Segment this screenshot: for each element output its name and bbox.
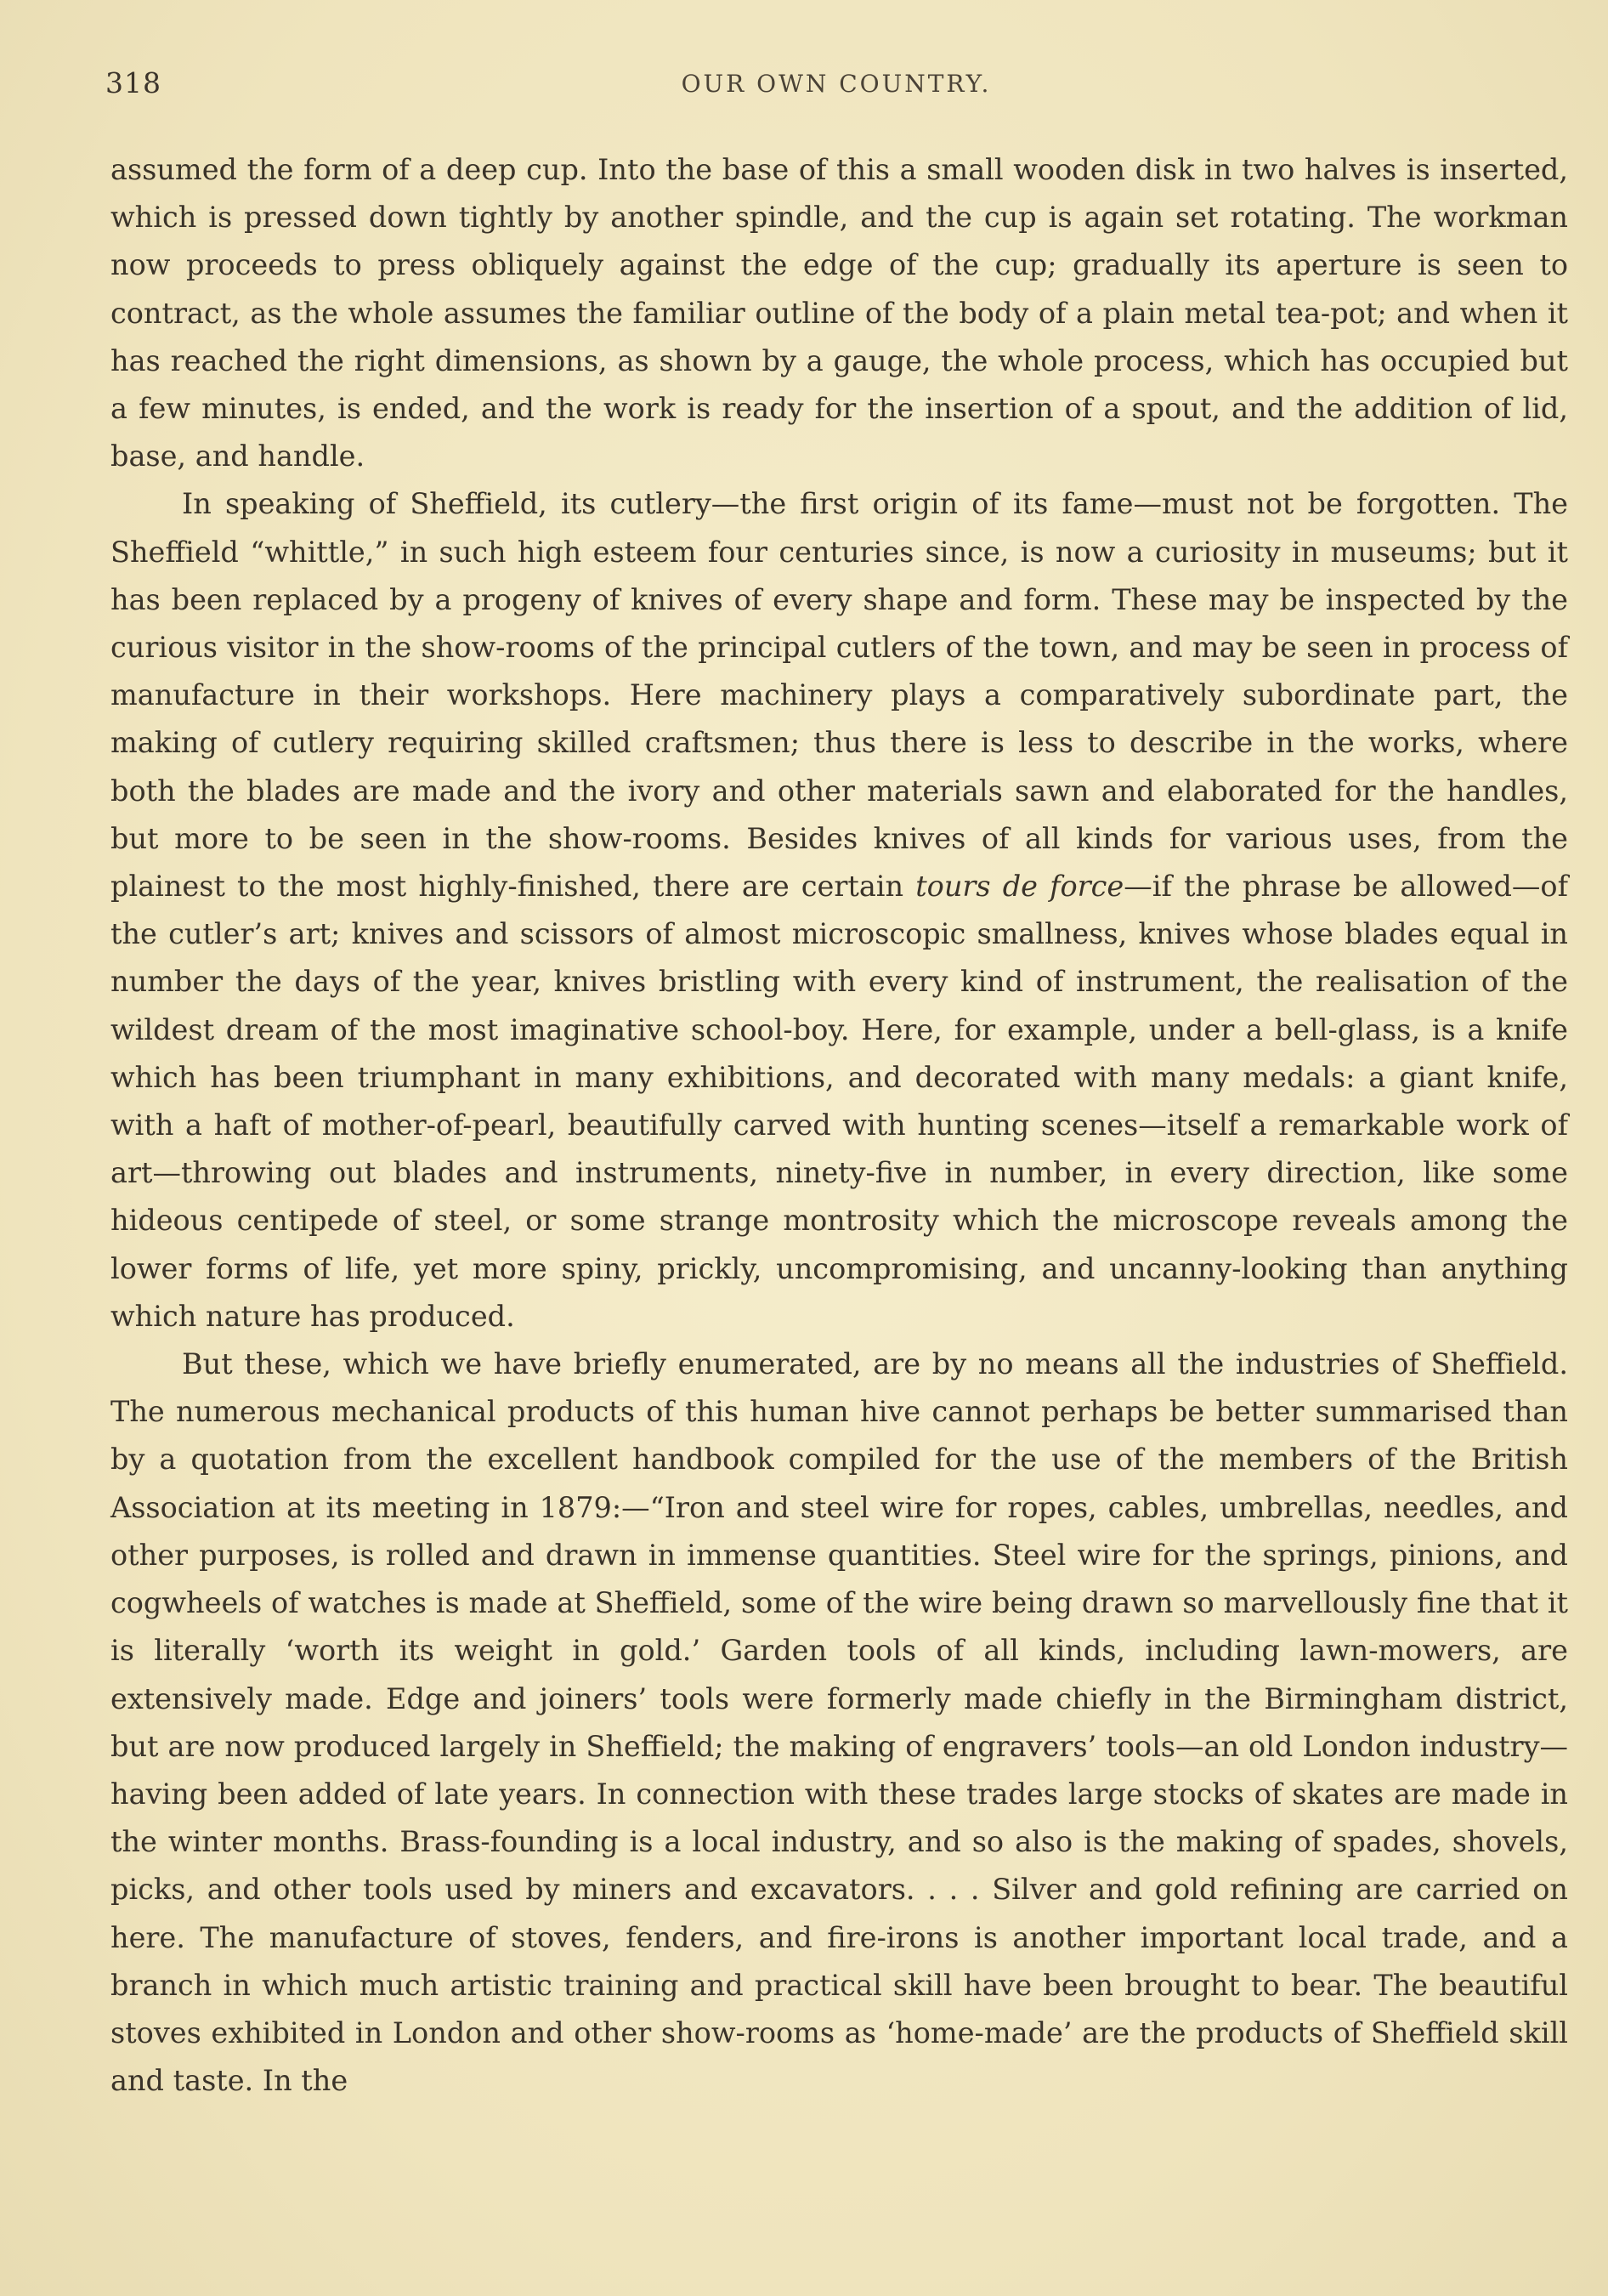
- paragraph-industries: But these, which we have briefly enumerated, are by no means all the industries of Sheffield. The numerous mechanical products of this human hive cannot perhaps be better summarised than by a quotation from the excellent handbook compiled for the use of the members of the British Association at its meeting in 1879:—“Iron and steel wire for ropes, cables, umbrellas, needles, and other purposes, is rolled and drawn in immense quantities. Steel wire for the springs, pinions, and cogwheels of watches is made at Sheffield, some of the wire being drawn so marvellously fine that it is literally ‘worth its weight in gold.’ Garden tools of all kinds, including lawn-mowers, are extensively made. Edge and joiners’ tools were formerly made chiefly in the Birmingham district, but are now produced largely in Sheffield; the making of engravers’ tools—an old London industry—having been added of late years. In connection with these trades large stocks of skates are made in the winter months. Brass-founding is a local industry, and so also is the making of spades, shovels, picks, and other tools used by miners and excavators. . . . Silver and gold refining are carried on here. The manufacture of stoves, fenders, and fire-irons is another important local trade, and a branch in which much artistic training and practical skill have been brought to bear. The beautiful stoves exhibited in London and other show-rooms as ‘home-made’ are the products of Sheffield skill and taste. In the: [110, 1347, 1568, 2098]
- page-number: 318: [105, 66, 161, 99]
- paragraph-cutlery: [110, 480, 1568, 1341]
- paragraph-cutlery-text-before: In speaking of Sheffield, its cutlery—the first origin of its fame—must not be forgotten. The Sheffield “whittle,” in such high esteem four centuries since, is now a curiosity in museums; but it has been replaced by a progeny of knives of every shape and form. These may be inspected by the curious visitor in the show-rooms of the principal cutlers of the town, and may be seen in process of manufacture in their workshops. Here machinery plays a comparatively subordinate part, the making of cutlery requiring skilled craftsmen; thus there is less to describe in the works, where both the blades are made and the ivory and other materials sawn and elaborated for the handles, but more to be seen in the show-rooms. Besides knives of all kinds for various uses, from the plainest to the most highly-finished, there are certain: [110, 487, 1568, 904]
- paragraph-teapot-spinning: assumed the form of a deep cup. Into the base of this a small wooden disk in two halves is inserted, which is pressed down tightly by another spindle, and the cup is again set rotating. The workman now proceeds to press obliquely against the edge of the cup; gradually its aperture is seen to contract, as the whole assumes the familiar outline of the body of a plain metal tea-pot; and when it has reached the right dimensions, as shown by a gauge, the whole process, which has occupied but a few minutes, is ended, and the work is ready for the insertion of a spout, and the addition of lid, base, and handle.: [110, 153, 1568, 473]
- italic-phrase: tours de force: [915, 870, 1124, 904]
- running-title: OUR OWN COUNTRY.: [681, 70, 992, 98]
- page-header: [105, 66, 1567, 117]
- paragraph-cutlery-text-after: —if the phrase be allowed—of the cutler’s art; knives and scissors of almost microscopic smallness, knives whose blades equal in number the days of the year, knives bristling with every kind of instrument, the realisation of the wildest dream of the most imaginative school-boy. Here, for example, under a bell-glass, is a knife which has been triumphant in many exhibitions, and decorated with many medals: a giant knife, with a haft of mother-of-pearl, beautifully carved with hunting scenes—itself a remarkable work of art—throwing out blades and instruments, ninety-five in number, in every direction, like some hideous centipede of steel, or some strange montrosity which the microscope reveals among the lower forms of life, yet more spiny, prickly, uncompromising, and uncanny-looking than anything which nature has produced.: [110, 870, 1568, 1333]
- body-text: [110, 146, 1568, 2105]
